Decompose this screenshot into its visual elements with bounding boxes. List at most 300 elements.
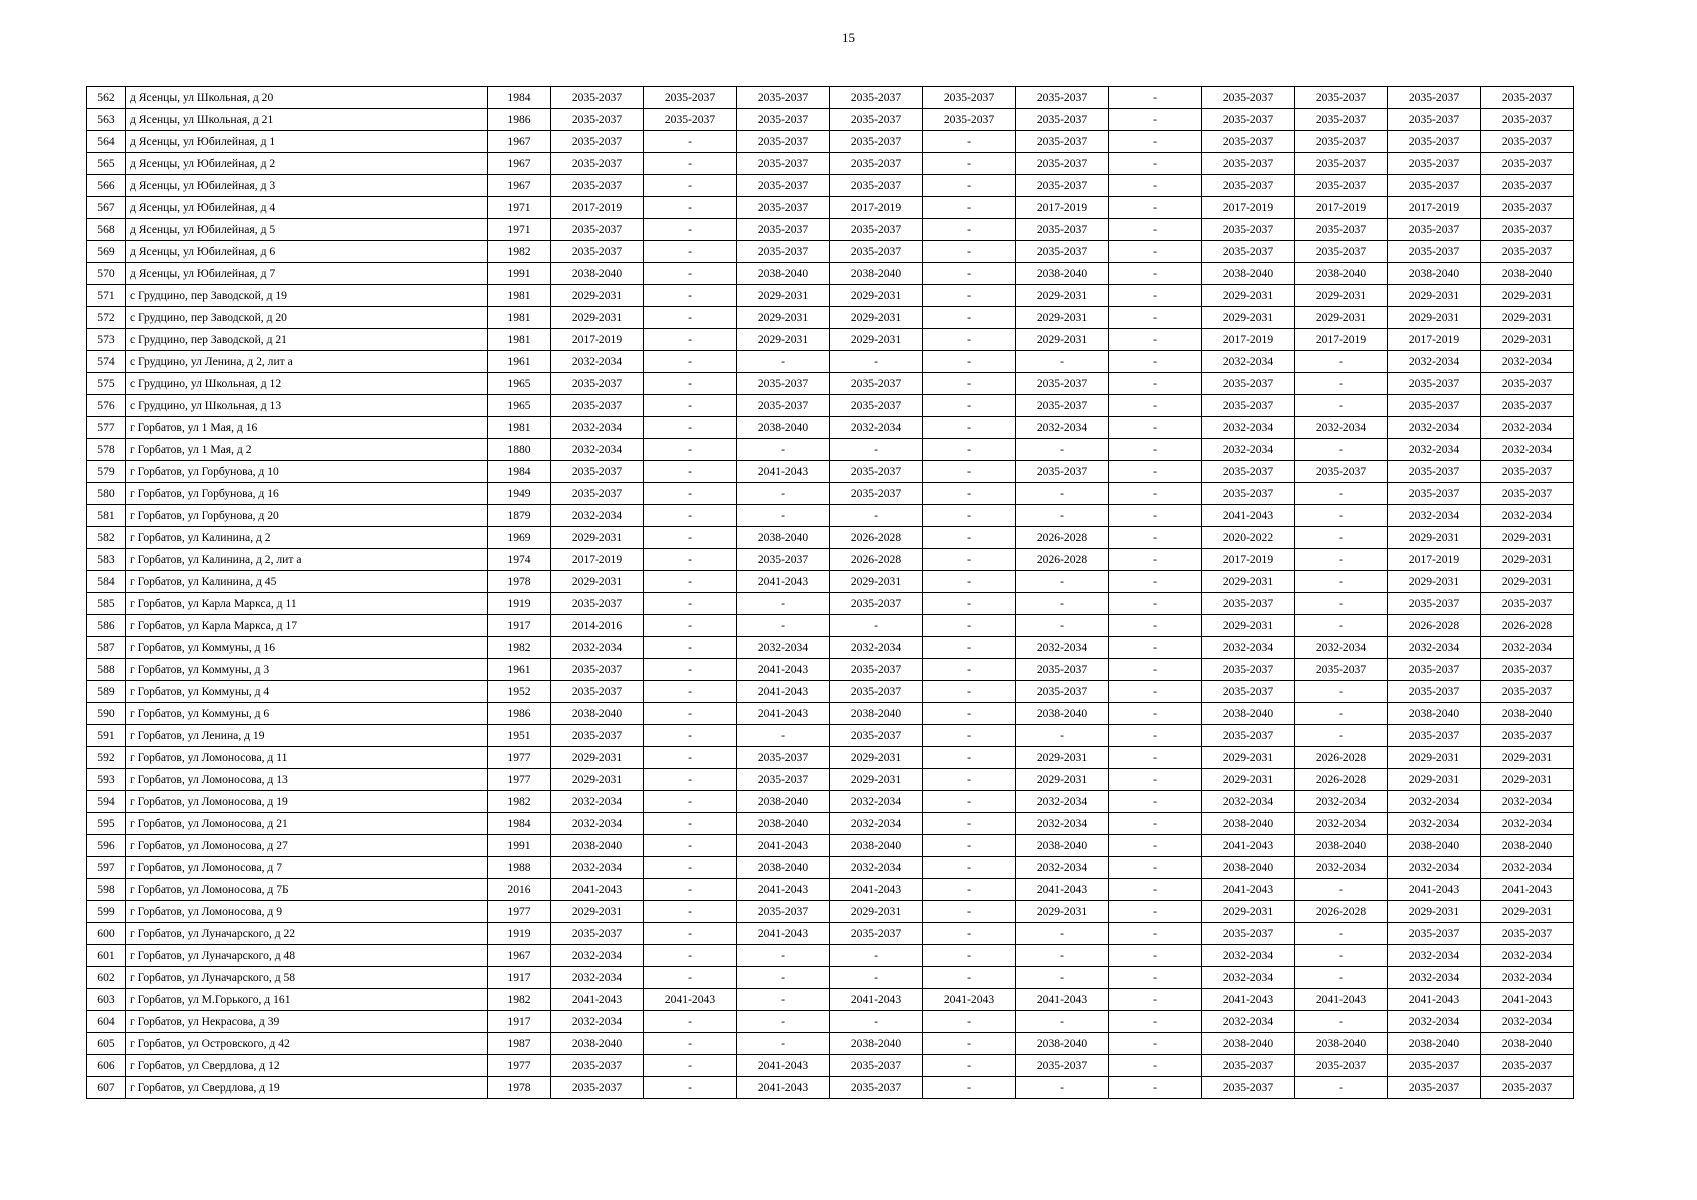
repair-period-cell: 2029-2031	[1481, 769, 1574, 791]
repair-period-cell: 2035-2037	[1481, 461, 1574, 483]
repair-period-cell: -	[1109, 109, 1202, 131]
repair-period-cell: 2035-2037	[737, 549, 830, 571]
repair-period-cell: 2035-2037	[1295, 87, 1388, 109]
row-number-cell: 604	[87, 1011, 126, 1033]
address-cell: г Горбатов, ул Ломоносова, д 11	[126, 747, 488, 769]
address-cell: д Ясенцы, ул Юбилейная, д 1	[126, 131, 488, 153]
repair-period-cell: 2038-2040	[1295, 835, 1388, 857]
repair-period-cell: -	[644, 901, 737, 923]
row-number-cell: 579	[87, 461, 126, 483]
repair-period-cell: -	[644, 483, 737, 505]
repair-period-cell: 2035-2037	[1388, 109, 1481, 131]
repair-period-cell: 2029-2031	[551, 747, 644, 769]
repair-period-cell: 2017-2019	[551, 197, 644, 219]
repair-period-cell: -	[644, 637, 737, 659]
repair-period-cell: 2035-2037	[1295, 109, 1388, 131]
repair-period-cell: 2032-2034	[1388, 813, 1481, 835]
repair-period-cell: 2035-2037	[1388, 483, 1481, 505]
repair-period-cell: -	[1109, 1011, 1202, 1033]
year-built-cell: 1987	[488, 1033, 551, 1055]
repair-period-cell: 2035-2037	[1481, 923, 1574, 945]
repair-period-cell: 2035-2037	[737, 395, 830, 417]
row-number-cell: 568	[87, 219, 126, 241]
repair-period-cell: -	[737, 615, 830, 637]
repair-period-cell: 2032-2034	[1481, 791, 1574, 813]
row-number-cell: 566	[87, 175, 126, 197]
address-cell: г Горбатов, ул М.Горького, д 161	[126, 989, 488, 1011]
repair-period-cell: 2035-2037	[1202, 175, 1295, 197]
repair-period-cell: 2035-2037	[737, 131, 830, 153]
row-number-cell: 563	[87, 109, 126, 131]
repair-period-cell: 2038-2040	[1388, 703, 1481, 725]
row-number-cell: 584	[87, 571, 126, 593]
repair-period-cell: 2041-2043	[737, 879, 830, 901]
repair-period-cell: -	[1295, 505, 1388, 527]
repair-period-cell: 2035-2037	[551, 593, 644, 615]
row-number-cell: 588	[87, 659, 126, 681]
repair-period-cell: 2035-2037	[1388, 241, 1481, 263]
row-number-cell: 575	[87, 373, 126, 395]
repair-period-cell: 2017-2019	[551, 549, 644, 571]
repair-period-cell: 2032-2034	[1295, 637, 1388, 659]
row-number-cell: 573	[87, 329, 126, 351]
year-built-cell: 1879	[488, 505, 551, 527]
repair-period-cell: 2032-2034	[1481, 439, 1574, 461]
repair-period-cell: 2035-2037	[551, 109, 644, 131]
repair-period-cell: 2035-2037	[1388, 593, 1481, 615]
repair-period-cell: -	[1295, 373, 1388, 395]
repair-period-cell: 2029-2031	[1202, 769, 1295, 791]
year-built-cell: 1986	[488, 109, 551, 131]
repair-period-cell: 2038-2040	[830, 835, 923, 857]
repair-period-cell: 2029-2031	[551, 769, 644, 791]
address-cell: г Горбатов, ул Калинина, д 2, лит а	[126, 549, 488, 571]
repair-period-cell: -	[737, 1011, 830, 1033]
repair-period-cell: 2029-2031	[830, 329, 923, 351]
repair-period-cell: 2035-2037	[551, 153, 644, 175]
repair-period-cell: 2029-2031	[551, 527, 644, 549]
repair-period-cell: -	[923, 549, 1016, 571]
year-built-cell: 1977	[488, 901, 551, 923]
year-built-cell: 1961	[488, 351, 551, 373]
address-cell: д Ясенцы, ул Юбилейная, д 5	[126, 219, 488, 241]
row-number-cell: 607	[87, 1077, 126, 1099]
repair-period-cell: -	[1295, 923, 1388, 945]
repair-period-cell: -	[830, 505, 923, 527]
repair-period-cell: 2041-2043	[644, 989, 737, 1011]
row-number-cell: 570	[87, 263, 126, 285]
table-row	[87, 351, 1574, 373]
repair-period-cell: -	[1109, 615, 1202, 637]
repair-period-cell: 2035-2037	[830, 131, 923, 153]
repair-period-cell: -	[1109, 549, 1202, 571]
repair-period-cell: -	[830, 439, 923, 461]
repair-period-cell: 2029-2031	[551, 285, 644, 307]
repair-period-cell: 2035-2037	[1202, 461, 1295, 483]
table-row	[87, 769, 1574, 791]
repair-period-cell: 2038-2040	[1016, 835, 1109, 857]
repair-period-cell: 2032-2034	[1295, 417, 1388, 439]
address-cell: г Горбатов, ул Ломоносова, д 19	[126, 791, 488, 813]
year-built-cell: 1967	[488, 175, 551, 197]
repair-period-cell: 2038-2040	[1481, 835, 1574, 857]
repair-period-cell: -	[644, 197, 737, 219]
address-cell: д Ясенцы, ул Юбилейная, д 4	[126, 197, 488, 219]
repair-period-cell: 2026-2028	[1016, 549, 1109, 571]
repair-period-cell: 2029-2031	[1016, 329, 1109, 351]
repair-period-cell: 2035-2037	[1388, 395, 1481, 417]
repair-period-cell: -	[644, 725, 737, 747]
repair-period-cell: 2029-2031	[1202, 747, 1295, 769]
year-built-cell: 1961	[488, 659, 551, 681]
repair-period-cell: -	[644, 153, 737, 175]
repair-period-cell: -	[923, 527, 1016, 549]
year-built-cell: 1977	[488, 769, 551, 791]
repair-period-cell: -	[737, 967, 830, 989]
repair-period-cell: 2035-2037	[1016, 175, 1109, 197]
table-row	[87, 703, 1574, 725]
repair-period-cell: -	[923, 1011, 1016, 1033]
row-number-cell: 567	[87, 197, 126, 219]
repair-period-cell: 2026-2028	[1295, 769, 1388, 791]
year-built-cell: 1917	[488, 967, 551, 989]
table-row	[87, 725, 1574, 747]
repair-period-cell: 2035-2037	[1202, 219, 1295, 241]
repair-period-cell: 2026-2028	[830, 549, 923, 571]
repair-period-cell: -	[923, 439, 1016, 461]
year-built-cell: 1981	[488, 307, 551, 329]
repair-period-cell: 2035-2037	[1295, 241, 1388, 263]
address-cell: г Горбатов, ул Ломоносова, д 21	[126, 813, 488, 835]
year-built-cell: 1971	[488, 197, 551, 219]
repair-period-cell: 2035-2037	[1388, 681, 1481, 703]
repair-period-cell: -	[923, 659, 1016, 681]
repair-period-cell: 2029-2031	[1388, 307, 1481, 329]
repair-period-cell: 2029-2031	[830, 307, 923, 329]
repair-period-cell: 2041-2043	[1388, 989, 1481, 1011]
repair-period-cell: 2035-2037	[1016, 109, 1109, 131]
repair-period-cell: 2029-2031	[1016, 901, 1109, 923]
repair-period-cell: 2035-2037	[1016, 1055, 1109, 1077]
address-cell: д Ясенцы, ул Школьная, д 20	[126, 87, 488, 109]
repair-period-cell: 2041-2043	[830, 879, 923, 901]
repair-period-cell: 2041-2043	[551, 989, 644, 1011]
row-number-cell: 590	[87, 703, 126, 725]
repair-period-cell: 2035-2037	[737, 175, 830, 197]
repair-period-cell: -	[1109, 945, 1202, 967]
repair-period-cell: 2035-2037	[1016, 131, 1109, 153]
repair-period-cell: -	[1016, 351, 1109, 373]
repair-period-cell: -	[1109, 219, 1202, 241]
repair-period-cell: 2032-2034	[1202, 351, 1295, 373]
repair-period-cell: 2038-2040	[1016, 1033, 1109, 1055]
repair-period-cell: 2014-2016	[551, 615, 644, 637]
repair-period-cell: -	[923, 351, 1016, 373]
repair-period-cell: 2017-2019	[1202, 197, 1295, 219]
repair-period-cell: 2035-2037	[830, 1077, 923, 1099]
repair-period-cell: -	[1016, 483, 1109, 505]
repair-period-cell: 2032-2034	[1481, 1011, 1574, 1033]
repair-period-cell: 2035-2037	[1295, 175, 1388, 197]
repair-period-cell: 2035-2037	[1481, 483, 1574, 505]
repair-period-cell: 2035-2037	[1481, 1077, 1574, 1099]
repair-period-cell: -	[1016, 725, 1109, 747]
repair-period-cell: 2029-2031	[830, 285, 923, 307]
address-cell: г Горбатов, ул Луначарского, д 48	[126, 945, 488, 967]
repair-period-cell: -	[1295, 945, 1388, 967]
repair-period-cell: 2029-2031	[1202, 901, 1295, 923]
repair-period-cell: 2029-2031	[737, 285, 830, 307]
repair-period-cell: -	[1295, 439, 1388, 461]
repair-period-cell: 2029-2031	[1016, 747, 1109, 769]
row-number-cell: 606	[87, 1055, 126, 1077]
address-cell: с Грудцино, ул Ленина, д 2, лит а	[126, 351, 488, 373]
year-built-cell: 1949	[488, 483, 551, 505]
repair-period-cell: 2032-2034	[1481, 945, 1574, 967]
repair-period-cell: 2026-2028	[1016, 527, 1109, 549]
repair-period-cell: -	[923, 703, 1016, 725]
address-cell: г Горбатов, ул Ломоносова, д 27	[126, 835, 488, 857]
repair-period-cell: 2017-2019	[1295, 329, 1388, 351]
table-row	[87, 109, 1574, 131]
repair-period-cell: 2029-2031	[1481, 329, 1574, 351]
row-number-cell: 574	[87, 351, 126, 373]
row-number-cell: 569	[87, 241, 126, 263]
row-number-cell: 602	[87, 967, 126, 989]
repair-period-cell: 2035-2037	[1295, 659, 1388, 681]
table-row	[87, 637, 1574, 659]
repair-period-cell: 2035-2037	[830, 461, 923, 483]
repair-period-cell: 2029-2031	[1202, 615, 1295, 637]
year-built-cell: 1977	[488, 747, 551, 769]
repair-period-cell: -	[1109, 967, 1202, 989]
repair-period-cell: -	[923, 175, 1016, 197]
table-row	[87, 791, 1574, 813]
repair-period-cell: -	[1109, 681, 1202, 703]
repair-period-cell: 2017-2019	[1388, 197, 1481, 219]
table-row	[87, 307, 1574, 329]
repair-period-cell: 2041-2043	[1481, 879, 1574, 901]
repair-period-cell: 2041-2043	[1202, 879, 1295, 901]
repair-period-cell: 2035-2037	[1388, 1055, 1481, 1077]
repair-period-cell: 2035-2037	[737, 197, 830, 219]
repair-period-cell: 2032-2034	[1388, 505, 1481, 527]
repair-period-cell: -	[923, 219, 1016, 241]
row-number-cell: 564	[87, 131, 126, 153]
repair-period-cell: 2035-2037	[551, 461, 644, 483]
repair-period-cell: 2032-2034	[830, 813, 923, 835]
repair-period-cell: 2029-2031	[1388, 571, 1481, 593]
repair-period-cell: 2026-2028	[830, 527, 923, 549]
repair-period-cell: 2029-2031	[551, 307, 644, 329]
table-row	[87, 175, 1574, 197]
repair-period-cell: 2041-2043	[1202, 505, 1295, 527]
repair-period-cell: 2032-2034	[1202, 439, 1295, 461]
repair-period-cell: 2035-2037	[1016, 219, 1109, 241]
repair-period-cell: -	[1016, 945, 1109, 967]
repair-period-cell: 2035-2037	[551, 725, 644, 747]
table-row	[87, 505, 1574, 527]
address-cell: г Горбатов, ул Ломоносова, д 13	[126, 769, 488, 791]
repair-period-cell: 2041-2043	[737, 461, 830, 483]
repair-period-cell: 2017-2019	[830, 197, 923, 219]
row-number-cell: 589	[87, 681, 126, 703]
repair-period-cell: -	[737, 593, 830, 615]
repair-period-cell: 2032-2034	[1388, 967, 1481, 989]
repair-period-cell: 2038-2040	[1295, 263, 1388, 285]
repair-period-cell: 2035-2037	[737, 373, 830, 395]
repair-period-cell: 2032-2034	[1202, 417, 1295, 439]
repair-period-cell: 2032-2034	[1295, 857, 1388, 879]
repair-period-cell: 2035-2037	[1202, 659, 1295, 681]
repair-period-cell: -	[1295, 879, 1388, 901]
repair-period-cell: -	[1295, 549, 1388, 571]
repair-period-cell: 2032-2034	[1202, 945, 1295, 967]
repair-period-cell: 2035-2037	[1016, 681, 1109, 703]
address-cell: г Горбатов, ул Карла Маркса, д 11	[126, 593, 488, 615]
repair-period-cell: 2035-2037	[1481, 681, 1574, 703]
address-cell: г Горбатов, ул Ломоносова, д 7Б	[126, 879, 488, 901]
repair-period-cell: -	[1295, 703, 1388, 725]
repair-period-cell: -	[923, 241, 1016, 263]
repair-period-cell: -	[923, 813, 1016, 835]
row-number-cell: 596	[87, 835, 126, 857]
repair-period-cell: 2035-2037	[1388, 373, 1481, 395]
repair-period-cell: -	[923, 857, 1016, 879]
repair-period-cell: 2038-2040	[1202, 263, 1295, 285]
repair-period-cell: 2029-2031	[1202, 571, 1295, 593]
repair-period-cell: 2035-2037	[1202, 681, 1295, 703]
repair-period-cell: 2041-2043	[551, 879, 644, 901]
repair-period-cell: -	[1016, 615, 1109, 637]
repair-period-cell: 2035-2037	[1481, 659, 1574, 681]
repair-period-cell: 2035-2037	[1202, 87, 1295, 109]
repair-period-cell: 2029-2031	[1481, 285, 1574, 307]
year-built-cell: 1880	[488, 439, 551, 461]
repair-period-cell: 2035-2037	[1016, 461, 1109, 483]
repair-period-cell: 2032-2034	[1016, 813, 1109, 835]
repair-period-cell: 2035-2037	[830, 373, 923, 395]
repair-period-cell: 2035-2037	[1295, 153, 1388, 175]
repair-period-cell: 2038-2040	[737, 813, 830, 835]
repair-period-cell: -	[1295, 1011, 1388, 1033]
repair-period-cell: 2035-2037	[737, 901, 830, 923]
repair-period-cell: -	[644, 263, 737, 285]
repair-period-cell: 2035-2037	[737, 241, 830, 263]
repair-period-cell: 2038-2040	[737, 857, 830, 879]
repair-period-cell: 2038-2040	[1202, 1033, 1295, 1055]
year-built-cell: 1952	[488, 681, 551, 703]
repair-period-cell: -	[644, 945, 737, 967]
table-row	[87, 483, 1574, 505]
repair-period-cell: 2029-2031	[1388, 747, 1481, 769]
repair-period-cell: -	[1109, 879, 1202, 901]
repair-period-cell: 2041-2043	[1202, 989, 1295, 1011]
repair-period-cell: 2038-2040	[830, 263, 923, 285]
repair-period-cell: 2035-2037	[830, 483, 923, 505]
repair-period-cell: 2035-2037	[551, 373, 644, 395]
repair-period-cell: -	[1109, 923, 1202, 945]
repair-period-cell: 2035-2037	[830, 109, 923, 131]
year-built-cell: 1965	[488, 395, 551, 417]
repair-period-cell: 2032-2034	[551, 945, 644, 967]
repair-period-cell: -	[644, 967, 737, 989]
repair-period-cell: 2035-2037	[830, 175, 923, 197]
row-number-cell: 581	[87, 505, 126, 527]
repair-period-cell: -	[923, 153, 1016, 175]
table-row	[87, 417, 1574, 439]
table-row	[87, 87, 1574, 109]
repair-period-cell: -	[1109, 1077, 1202, 1099]
address-cell: г Горбатов, ул Калинина, д 2	[126, 527, 488, 549]
repair-period-cell: 2032-2034	[1388, 351, 1481, 373]
repair-period-cell: 2035-2037	[737, 153, 830, 175]
repair-period-cell: -	[1016, 1011, 1109, 1033]
repair-period-cell: 2029-2031	[1388, 901, 1481, 923]
repair-period-cell: -	[1109, 263, 1202, 285]
repair-period-cell: -	[1109, 285, 1202, 307]
table-row	[87, 1033, 1574, 1055]
repair-period-cell: -	[1295, 351, 1388, 373]
repair-period-cell: 2032-2034	[551, 505, 644, 527]
repair-period-cell: -	[923, 395, 1016, 417]
repair-period-cell: 2017-2019	[1295, 197, 1388, 219]
repair-period-cell: -	[644, 439, 737, 461]
repair-period-cell: 2035-2037	[551, 175, 644, 197]
repair-period-cell: 2035-2037	[1202, 593, 1295, 615]
row-number-cell: 595	[87, 813, 126, 835]
year-built-cell: 1984	[488, 813, 551, 835]
repair-period-cell: 2029-2031	[1016, 769, 1109, 791]
repair-period-cell: -	[923, 923, 1016, 945]
repair-period-cell: 2041-2043	[1016, 879, 1109, 901]
address-cell: с Грудцино, пер Заводской, д 19	[126, 285, 488, 307]
repair-period-cell: -	[1295, 967, 1388, 989]
table-row	[87, 131, 1574, 153]
repair-period-cell: 2017-2019	[551, 329, 644, 351]
repair-period-cell: -	[644, 813, 737, 835]
repair-period-cell: 2035-2037	[1202, 241, 1295, 263]
repair-period-cell: 2035-2037	[830, 1055, 923, 1077]
repair-period-cell: -	[923, 417, 1016, 439]
address-cell: д Ясенцы, ул Юбилейная, д 2	[126, 153, 488, 175]
repair-period-cell: 2041-2043	[737, 659, 830, 681]
repair-period-cell: -	[644, 527, 737, 549]
repair-period-cell: 2035-2037	[737, 769, 830, 791]
repair-period-cell: 2035-2037	[830, 241, 923, 263]
capital-repair-schedule-table	[86, 86, 1574, 1099]
table-row	[87, 879, 1574, 901]
repair-period-cell: 2035-2037	[830, 923, 923, 945]
repair-period-cell: -	[644, 857, 737, 879]
repair-period-cell: 2035-2037	[830, 87, 923, 109]
repair-period-cell: 2032-2034	[1016, 791, 1109, 813]
repair-period-cell: 2026-2028	[1295, 901, 1388, 923]
repair-period-cell: 2041-2043	[830, 989, 923, 1011]
repair-period-cell: -	[1109, 989, 1202, 1011]
repair-period-cell: 2032-2034	[1481, 813, 1574, 835]
repair-period-cell: 2035-2037	[1388, 1077, 1481, 1099]
year-built-cell: 1988	[488, 857, 551, 879]
repair-period-cell: 2041-2043	[1295, 989, 1388, 1011]
year-built-cell: 1919	[488, 923, 551, 945]
repair-period-cell: 2032-2034	[1388, 1011, 1481, 1033]
repair-period-cell: 2035-2037	[551, 87, 644, 109]
repair-period-cell: -	[1109, 835, 1202, 857]
repair-period-cell: -	[1109, 461, 1202, 483]
repair-period-cell: -	[830, 1011, 923, 1033]
repair-period-cell: 2026-2028	[1481, 615, 1574, 637]
